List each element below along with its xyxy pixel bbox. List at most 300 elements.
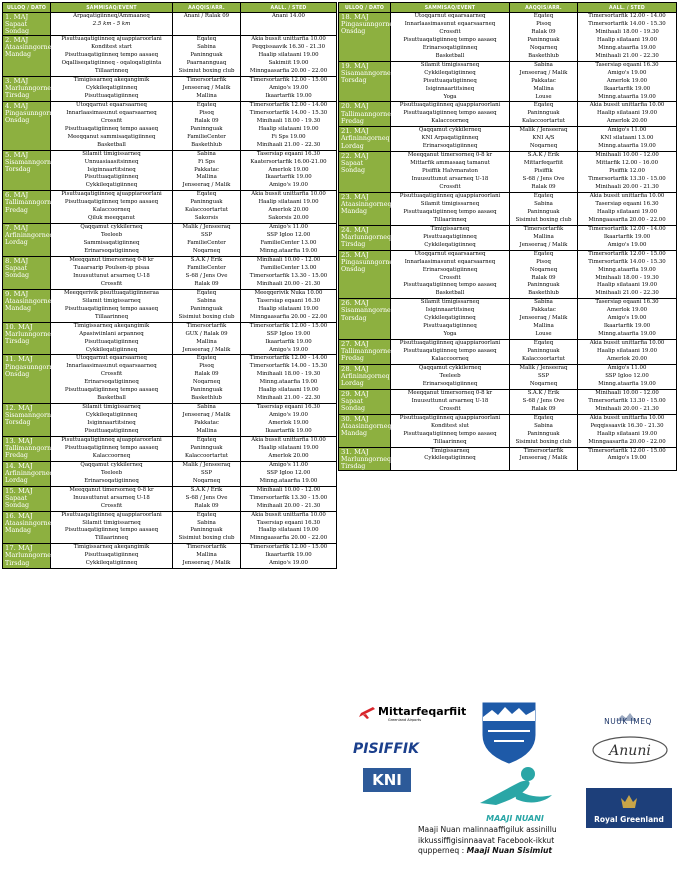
organizer-text: S-68 / Jens Ove: [185, 272, 228, 279]
day-date: 3. MAJ: [5, 77, 29, 86]
day-date-cell: [339, 447, 391, 470]
day-organizer-cell: [173, 355, 241, 404]
header-event: SAMMISAQ/EVENT: [51, 3, 173, 13]
day-block: [3, 436, 337, 461]
event-text: Pisuttuaqatigiinneq tempo aasaeq: [403, 348, 497, 355]
place-text: Peqqissaavik 16.30 - 21.30: [590, 422, 664, 429]
day-block: [3, 511, 337, 544]
place-text: Minihaali 10.00 - 12.00: [256, 257, 321, 264]
organizer-text: Paninnguak: [190, 52, 223, 59]
place-text: Timersortarfik 12.00 - 15.00: [588, 447, 666, 454]
place-text: Akia bussit unittarfia 10.00: [589, 414, 665, 421]
day-event-cell: [391, 447, 510, 470]
place-text: Ikaartarfik 19.00: [265, 338, 312, 345]
event-text: Basketball: [435, 52, 465, 59]
day-place-cell: [578, 13, 677, 62]
place-text: Amerlok 19.00: [268, 166, 309, 173]
organizer-text: Timersortarfik: [523, 225, 564, 232]
organizer-text: Eqateq: [533, 102, 554, 109]
day-date-cell: [339, 340, 395, 365]
day-date-cell: [3, 544, 56, 569]
organizer-text: Paninnguak: [190, 199, 223, 206]
day-date: 23. MAJ: [341, 192, 369, 201]
day-place-cell: [241, 224, 337, 257]
organizer-text: Sisimiut boxing club: [178, 313, 235, 320]
organizer-text: Malik / Jenseeraq: [519, 364, 568, 371]
place-text: Timersortarfik 12.00 - 14.00: [588, 13, 666, 19]
event-text: Erinarsoqatigiinneq: [84, 248, 139, 255]
day-organizer-cell: [173, 544, 241, 569]
organizer-text: Pisoq: [199, 363, 214, 370]
day-weekday: Marlunngorneq: [341, 233, 392, 241]
day-organizer-cell: [510, 192, 578, 225]
organizer-text: Timersortarfik: [186, 77, 227, 84]
event-text: Innarlaasimasunut eqaarsaarneq: [66, 109, 157, 116]
event-text: Pisuttuaqatigiinneq ajuappiaroorlani: [61, 511, 162, 518]
organizer-text: Timersortarfik: [523, 447, 564, 454]
place-text: Minngaasarfia 20.00 - 22.00: [249, 313, 328, 320]
day-weekday: Fredag: [5, 206, 28, 214]
header-event: SAMMISAQ/EVENT: [391, 3, 510, 13]
day-block: [3, 404, 337, 437]
day-weekday: Mandag: [341, 429, 368, 437]
place-text: Haalip silataani 19.00: [596, 282, 658, 289]
day-block: [339, 340, 677, 365]
organizer-text: Louse: [535, 331, 552, 338]
note-line-2: ikkussiffigisinnaavat Facebook-ikkut: [418, 835, 555, 845]
event-text: Meeqqanut timersorneq 0-8 kr: [407, 152, 493, 159]
event-text: Pisuttuaqatigiinneq tempo aasaeq: [403, 36, 497, 43]
organizer-text: Mallina: [533, 323, 554, 330]
event-text: Inuusuttunut arsarneq U-18: [411, 397, 489, 404]
day-event-cell: [51, 224, 173, 257]
day-date-cell: [339, 225, 391, 250]
organizer-text: Paarnannguaq: [186, 60, 227, 67]
royal-greenland-text: Royal Greenland: [594, 815, 664, 824]
event-text: Isiginnaartitsineq: [87, 420, 136, 427]
day-place-cell: [578, 250, 677, 299]
day-organizer-cell: [510, 389, 578, 414]
day-block: [339, 152, 677, 193]
event-text: Yoga: [443, 331, 457, 338]
event-text: Qaqqamut cykkilerneq: [80, 461, 143, 468]
day-organizer-cell: [510, 13, 578, 62]
event-text: Oqalliseqatigiinneq - oqaloqatigiinta: [61, 60, 162, 67]
day-place-cell: [578, 364, 677, 389]
day-place-cell: [241, 404, 337, 437]
organizer-text: Jenseeraq / Malik: [519, 455, 568, 462]
event-text: Cykkileqatigiinneq: [85, 85, 138, 91]
right-schedule-table: [338, 2, 677, 471]
organizer-text: Sabina: [534, 422, 553, 429]
day-weekday: Sondag: [341, 405, 365, 413]
day-organizer-cell: [510, 61, 578, 102]
event-text: Erinarsoqatigiinneq: [84, 379, 139, 386]
event-text: KNI Arpaqatigiinneq: [421, 135, 479, 142]
mittarfeqarfiit-subtitle: Greenland Airports: [388, 718, 422, 722]
day-place-cell: [241, 486, 337, 511]
place-text: Amigo's 19.00: [607, 69, 647, 76]
place-text: Timersortarfik 13.30 - 15.00: [249, 494, 328, 501]
event-text: Pisuttuaqatigiinneq: [84, 174, 139, 181]
organizer-text: Paninnguak: [190, 387, 223, 394]
event-text: Tillaarinneq: [94, 535, 129, 542]
day-date-cell: [339, 364, 391, 389]
organizer-text: Sabina: [534, 61, 553, 68]
day-organizer-cell: [173, 224, 241, 257]
organizer-text: Eqateq: [533, 192, 554, 199]
organizer-text: Ralak 09: [194, 117, 219, 124]
note-line-1: Maaji Nuan malinnaaffigiluk assinillu: [418, 825, 557, 834]
organizer-text: Timersortarfik: [186, 322, 227, 329]
day-weekday: Lordag: [341, 380, 364, 388]
place-text: FamilieCenter 13.00: [260, 240, 317, 247]
place-text: Haalip silataani 19.00: [596, 430, 658, 437]
event-text: Pisuttuaqatigiinneq: [84, 428, 139, 435]
day-place-cell: [241, 461, 337, 486]
day-date-cell: [339, 250, 398, 299]
day-block: [339, 299, 677, 340]
day-event-cell: [391, 102, 510, 127]
sponsor-area: [338, 695, 676, 867]
day-date: 22. MAJ: [341, 152, 369, 161]
organizer-text: Pisoq: [536, 258, 551, 265]
place-text: Timersortarfik 14.00 - 15.30: [249, 109, 328, 116]
day-organizer-cell: [173, 13, 241, 36]
organizer-text: Paninnguak: [527, 36, 560, 43]
organizer-text: Eqateq: [533, 340, 554, 347]
place-text: Minihaali 21.00 - 22.30: [256, 395, 321, 402]
place-text: Amigo's 19.00: [269, 346, 308, 353]
day-event-cell: [391, 13, 510, 62]
day-organizer-cell: [173, 77, 241, 102]
organizer-text: Paninnguak: [190, 125, 223, 132]
day-event-cell: [391, 414, 510, 447]
organizer-text: Jenseeraq / Malik: [519, 241, 568, 248]
place-text: Akia bussit unittarfia 10.00: [589, 102, 665, 109]
event-text: Cykkileqatigiinneq: [85, 346, 138, 353]
event-text: Timigissarneq: [430, 447, 470, 454]
day-weekday: Sapaat: [341, 160, 364, 168]
place-text: Ikaartarfik 19.00: [603, 323, 651, 330]
sisimiut-crest-icon: [480, 701, 538, 765]
organizer-text: Ralak 09: [531, 274, 556, 281]
day-place-cell: [578, 299, 677, 340]
nuuk-imeq-logo: [588, 707, 668, 727]
place-text: Minng.ataarfia 19.00: [598, 93, 656, 100]
event-text: Cykkileqatigiinneq: [85, 182, 138, 189]
place-text: SSP Igloo 19.00: [266, 330, 311, 337]
organizer-text: Baskethlub: [191, 395, 222, 402]
event-text: Inuusuttunut arsarneq U-18: [73, 272, 150, 279]
organizer-text: Jenseeraq / Malik: [182, 85, 231, 91]
day-weekday: Onsdag: [5, 370, 30, 378]
organizer-text: GUX / Ralak 09: [185, 330, 228, 337]
day-date: 21. MAJ: [341, 127, 369, 136]
day-weekday: Lordag: [5, 239, 28, 247]
day-organizer-cell: [173, 36, 241, 77]
day-date-cell: [339, 192, 391, 225]
day-weekday: Marlunngorneq: [5, 85, 56, 93]
organizer-text: Jenseeraq / Malik: [182, 346, 231, 353]
place-text: Timersortarfik 13.30 - 15.00: [588, 397, 666, 404]
event-text: Meeqqanut timersorneq 0-8 kr: [69, 257, 154, 264]
day-organizer-cell: [173, 257, 241, 290]
day-block: [339, 364, 677, 389]
event-text: Silamit timigissarneq: [420, 61, 480, 68]
day-organizer-cell: [173, 150, 241, 191]
event-text: Pisiffik Halvmaraton: [421, 168, 479, 175]
day-block: [339, 447, 677, 470]
day-weekday: Tirsdag: [341, 240, 366, 248]
organizer-text: S.A.K / Erik: [527, 152, 560, 159]
place-text: Akia bussit unittarfia 10.00: [251, 511, 326, 518]
day-weekday: Sapaat: [341, 397, 364, 405]
day-organizer-cell: [173, 461, 241, 486]
place-text: Sakimiit 19.00: [268, 60, 309, 67]
nuuk-imeq-text: NUUK IMEQ: [604, 717, 652, 726]
day-weekday: Tirsdag: [5, 337, 30, 345]
organizer-text: Jenseeraq / Malik: [519, 315, 568, 322]
event-text: Pisuttuaqatigiinneq tempo aasaeq: [64, 52, 159, 59]
day-weekday: Sapaat: [5, 494, 28, 502]
day-place-cell: [578, 152, 677, 193]
organizer-text: Sisimiut boxing club: [178, 68, 235, 75]
crown-icon: [586, 788, 672, 814]
day-date: 13. MAJ: [5, 436, 33, 445]
day-place-cell: [578, 389, 677, 414]
maaji-nuani-logo: [470, 765, 560, 827]
day-event-cell: [51, 257, 173, 290]
event-text: Mittarfik ammasaaq tamanut: [410, 160, 490, 167]
event-text: Silamit timigissarneq: [82, 150, 141, 157]
place-text: Minihaali 10.00 - 12.00: [595, 389, 659, 396]
day-weekday: Torsdag: [341, 76, 367, 84]
event-text: Pisuttuaqatigiinneq: [84, 552, 139, 559]
organizer-text: Paninnguak: [190, 527, 223, 534]
event-text: Konditest start: [91, 44, 132, 51]
day-place-cell: [241, 511, 337, 544]
place-text: Tasersiap eqaani 16.30: [595, 61, 659, 68]
event-text: Tillaarinneq: [433, 216, 467, 223]
event-text: Meeqqanut timersorneq 0-8 kr: [407, 389, 493, 396]
event-text: Pisuttuaqatigiinneq: [423, 233, 477, 240]
organizer-text: Paninnguak: [527, 430, 560, 437]
day-event-cell: [51, 36, 173, 77]
day-weekday: Sondag: [5, 272, 29, 280]
day-event-cell: [391, 364, 510, 389]
organizer-text: Malik / Jenseeraq: [182, 224, 231, 231]
day-event-cell: [51, 461, 173, 486]
event-text: Pisuttuaqatigiinneq: [84, 92, 139, 99]
event-text: Erinarsoqatigiinneq: [84, 477, 139, 484]
event-text: Pisuttuaqatigiinneq ajuappiaroorlani: [399, 102, 501, 109]
day-date-cell: [3, 486, 51, 511]
facebook-note: [418, 825, 584, 857]
note-line-3: [418, 846, 584, 857]
event-text: Erinarsoqatigiinneq: [422, 44, 478, 51]
place-text: Haalip silataani 19.00: [596, 110, 658, 117]
organizer-text: Paninnguak: [527, 348, 560, 355]
day-weekday: Mandag: [5, 526, 32, 534]
organizer-text: S-68 / Jens Ove: [522, 397, 565, 404]
header-organizer: AAQQIS/ARR.: [173, 3, 241, 13]
day-weekday: Pingasunngorneq: [5, 363, 62, 371]
day-weekday: Sisamanngorneq: [341, 307, 395, 315]
day-date-cell: [3, 511, 56, 544]
organizer-text: Pakkatac: [194, 420, 219, 427]
event-text: Pisuttuaqatigiinneq tempo aasaeq: [403, 208, 497, 215]
day-weekday: Sisamanngorneq: [341, 69, 395, 77]
event-text: Pisuttuaqatigiinneq tempo aasaeq: [403, 282, 497, 289]
day-date-cell: [3, 289, 56, 322]
day-weekday: Pingasunngorneq: [5, 110, 62, 117]
organizer-text: Sabina: [197, 150, 216, 157]
day-event-cell: [51, 436, 173, 461]
mittarfeqarfiit-text: Mittarfeqarfiit: [378, 705, 467, 718]
organizer-text: Sabina: [534, 299, 553, 306]
day-event-cell: [391, 61, 510, 102]
organizer-text: Pisoq: [536, 20, 551, 27]
organizer-text: Eqateq: [196, 436, 217, 443]
place-text: Amigo's 19.00: [269, 85, 308, 91]
place-text: Minihaali 10.00 - 12.00: [595, 152, 659, 159]
place-text: Minngaasarfia 20.00 - 22.00: [588, 216, 666, 223]
organizer-text: Eqateq: [196, 289, 217, 296]
day-block: [3, 150, 337, 191]
day-event-cell: [391, 389, 510, 414]
day-place-cell: [241, 289, 337, 322]
organizer-text: S.A.K / Erik: [527, 389, 560, 396]
event-text: Cykkileqatigiinneq: [424, 241, 476, 248]
organizer-text: Sabina: [534, 200, 553, 207]
event-text: Unnuasiaasitsinneq: [84, 158, 139, 165]
day-event-cell: [51, 77, 173, 102]
place-text: Amerlok 19.00: [606, 77, 648, 84]
organizer-text: Ralak 09: [194, 280, 219, 287]
event-text: Teeleeb: [100, 469, 123, 476]
header-place: AALL. / STED: [578, 3, 677, 13]
day-place-cell: [241, 191, 337, 224]
event-text: Utoqqarnut eqaarsaarneq: [76, 101, 147, 108]
event-text: Pisuttuaqatigiinneq tempo aasaeq: [64, 444, 159, 451]
day-event-cell: [51, 486, 173, 511]
day-organizer-cell: [510, 364, 578, 389]
day-weekday: Onsdag: [341, 265, 366, 273]
place-text: Amerlok 19.00: [268, 420, 309, 427]
place-text: Minng.ataarfia 19.00: [598, 143, 656, 150]
day-weekday: Torsdag: [5, 165, 31, 173]
place-text: Pisiffik 12.00: [609, 168, 645, 175]
place-text: Haalip silataani 19.00: [258, 305, 319, 312]
day-organizer-cell: [173, 404, 241, 437]
event-text: Crossfit: [100, 371, 123, 378]
day-weekday: Mandag: [5, 305, 32, 313]
organizer-text: Mallina: [196, 174, 217, 181]
event-text: Utoqqarnut eqaarsaarneq: [76, 355, 147, 362]
day-date: 18. MAJ: [341, 13, 369, 21]
day-date-cell: [3, 101, 62, 150]
event-text: Pisuttuaqatigiinneq ajuappiaroorlani: [61, 36, 162, 43]
place-text: Akia bussit unittarfia 10.00: [251, 36, 326, 43]
day-block: [3, 486, 337, 511]
place-text: Tasersiap eqaani 16.30: [595, 299, 659, 306]
place-text: Haalip silataani 19.00: [258, 125, 319, 132]
place-text: Ikaartarfik 19.00: [265, 174, 312, 181]
organizer-text: Sisimiut boxing club: [515, 438, 572, 445]
place-text: Haalip silataani 19.00: [596, 208, 658, 215]
day-organizer-cell: [510, 102, 578, 127]
day-event-cell: [391, 152, 510, 193]
organizer-text: Sabina: [197, 44, 216, 51]
event-text: Teeleeb: [100, 232, 123, 239]
place-text: Ikaartarfik 19.00: [265, 428, 312, 435]
day-date: 15. MAJ: [5, 486, 33, 495]
event-text: Crossfit: [100, 280, 123, 287]
day-organizer-cell: [173, 486, 241, 511]
place-text: Minihaali 20.00 - 21.30: [595, 184, 659, 191]
day-weekday: Tallimanngorneq: [5, 199, 59, 207]
organizer-text: Pisiffik: [534, 168, 553, 175]
place-text: Akia bussit unittarfia 10.00: [251, 191, 326, 198]
day-date: 27. MAJ: [341, 340, 369, 349]
organizer-text: KNI A/S: [532, 135, 555, 142]
event-text: Pisuttuaqatigiinneq tempo aasaeq: [64, 527, 159, 534]
place-text: Timersortarfik 14.00 - 15.30: [588, 20, 666, 27]
place-text: Haalip silataani 19.00: [258, 387, 319, 394]
day-date: 28. MAJ: [341, 364, 369, 373]
event-text: Timigissarneq: [430, 225, 470, 232]
day-place-cell: [578, 414, 677, 447]
day-weekday: Fredag: [5, 452, 28, 460]
organizer-text: Sabina: [197, 297, 216, 304]
event-text: Pisuttuaqatigiinneq ajuappiaroorlani: [399, 192, 501, 199]
day-date-cell: [3, 322, 56, 355]
organizer-text: Fi Sps: [197, 158, 216, 165]
day-block: [339, 225, 677, 250]
place-text: Timersortarfik 13.30 - 15.00: [249, 272, 328, 279]
organizer-text: Ralak 09: [531, 405, 556, 412]
event-text: Erinarsoqatigiinneq: [422, 266, 478, 273]
place-text: Minihaali 10.00 - 12.00: [256, 486, 321, 493]
organizer-text: Ralak 09: [194, 502, 219, 509]
day-place-cell: [578, 102, 677, 127]
place-text: Minihaali 21.00 - 22.30: [256, 141, 321, 148]
event-text: Innarlaasimasunut eqaarsaarneq: [66, 363, 157, 370]
day-weekday: Arfininngorneq: [5, 232, 54, 240]
day-weekday: Ataasinngorneq: [5, 44, 56, 52]
day-date-cell: [3, 36, 56, 77]
organizer-text: Paninnguak: [527, 208, 560, 215]
event-text: Isiginnaartitsineq: [425, 85, 475, 92]
day-block: [339, 13, 677, 62]
day-organizer-cell: [173, 289, 241, 322]
place-text: Timersortarfik 12.00 - 15.00: [588, 250, 666, 257]
event-text: Cykkileqatigiinneq: [85, 560, 138, 567]
day-date: 30. MAJ: [341, 414, 369, 423]
day-weekday: Torsdag: [341, 314, 367, 322]
organizer-text: Kalaccoortartut: [184, 452, 229, 459]
anuni-text: Anuni: [609, 743, 651, 759]
day-date: 26. MAJ: [341, 299, 369, 308]
anuni-logo: [591, 735, 669, 765]
place-text: Meeqqerivik Nuka 10.00: [254, 289, 323, 296]
day-weekday: Sisamanngorneq: [5, 158, 59, 166]
event-text: Basketball: [97, 141, 126, 148]
day-date: 10. MAJ: [5, 322, 33, 331]
day-event-cell: [51, 404, 173, 437]
place-text: Minihaali 18.00 - 19.30: [595, 28, 659, 35]
